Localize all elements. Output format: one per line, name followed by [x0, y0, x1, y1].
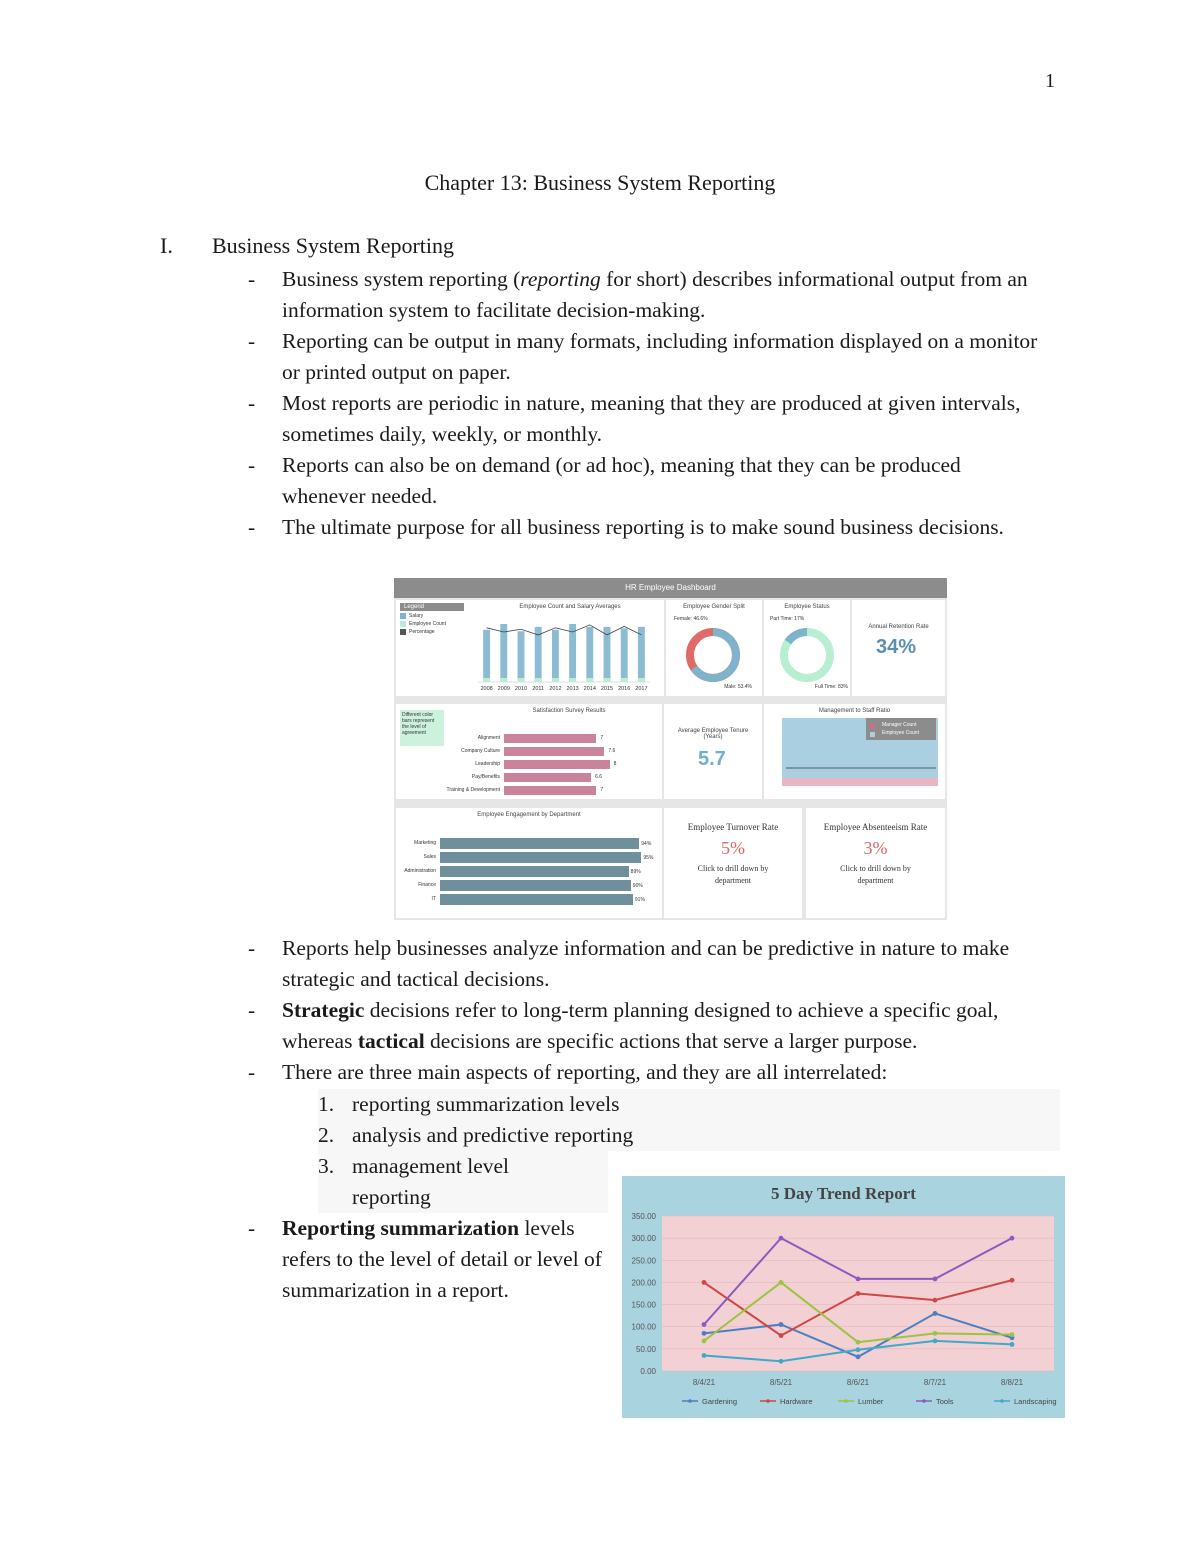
tenure-title: Average Employee Tenure (Years)	[677, 728, 749, 740]
data-point	[933, 1331, 938, 1336]
data-point	[933, 1338, 938, 1343]
bar	[440, 894, 633, 905]
x-tick-label: 8/8/21	[1000, 1378, 1024, 1387]
data-label: 91%	[634, 897, 645, 903]
bar-label: Administration	[404, 868, 436, 874]
data-point	[856, 1291, 861, 1296]
y-tick-label: 100.00	[631, 1322, 656, 1332]
gender-title: Employee Gender Split	[683, 604, 745, 610]
chart-title: 5 Day Trend Report	[771, 1184, 916, 1203]
gender-male: Male: 53.4%	[724, 684, 752, 690]
status-title: Employee Status	[784, 604, 830, 610]
data-point	[702, 1280, 707, 1285]
data-point	[856, 1276, 861, 1281]
gender-donut	[684, 626, 742, 684]
salary-panel	[396, 600, 664, 696]
x-tick-label: 8/7/21	[923, 1378, 947, 1387]
bar	[500, 624, 507, 682]
bar	[483, 630, 490, 682]
status-full: Full Time: 83%	[814, 684, 848, 690]
bar	[552, 678, 559, 682]
turnover-panel[interactable]	[664, 808, 802, 918]
x-tick-label: 8/4/21	[692, 1378, 716, 1387]
data-point	[933, 1311, 938, 1316]
data-point	[1010, 1342, 1015, 1347]
data-point	[1010, 1332, 1015, 1337]
percentage-line	[487, 625, 642, 635]
data-label: 94%	[641, 841, 652, 847]
legend-label: Gardening	[702, 1397, 738, 1406]
legend-label: Lumber	[858, 1397, 884, 1406]
bar	[504, 747, 604, 756]
page-title: Chapter 13: Business System Reporting	[424, 170, 776, 195]
ratio-panel	[764, 704, 945, 799]
bar	[535, 678, 542, 682]
trend-chart	[622, 1176, 1065, 1418]
data-point	[856, 1354, 861, 1359]
absenteeism-panel[interactable]	[806, 808, 945, 918]
ratio-legend-employee: Employee Count	[882, 730, 919, 736]
data-point	[702, 1322, 707, 1327]
section-number: I.	[160, 233, 173, 258]
bar	[440, 866, 629, 877]
data-label: 7	[600, 735, 604, 741]
bar	[586, 678, 593, 682]
bar	[604, 678, 611, 682]
bar-label: Training & Development	[446, 787, 500, 793]
bar-label: Alignment	[477, 735, 500, 741]
data-label: 6.6	[595, 774, 603, 780]
tick-label: 2012	[549, 686, 562, 692]
engagement-title: Employee Engagement by Department	[477, 812, 581, 818]
data-label: 7.6	[608, 748, 616, 754]
legend-marker	[688, 1399, 692, 1403]
bar	[586, 627, 593, 682]
retention-value: 34%	[876, 636, 917, 658]
data-point	[933, 1276, 938, 1281]
engagement-panel	[396, 808, 662, 918]
bar	[638, 678, 645, 682]
page-number: 1	[1045, 70, 1055, 92]
tick-label: 2017	[635, 686, 648, 692]
bar	[504, 760, 610, 769]
bar	[440, 880, 631, 891]
list-item: 3. management level reporting	[318, 1154, 509, 1209]
bar	[500, 678, 507, 682]
data-point	[1010, 1278, 1015, 1283]
data-point	[702, 1338, 707, 1343]
bar	[504, 786, 596, 795]
data-point	[856, 1347, 861, 1352]
tick-label: 2009	[497, 686, 510, 692]
data-point	[933, 1298, 938, 1303]
data-point	[779, 1280, 784, 1285]
bullet-item: - The ultimate purpose for all business reporting is to make sound business decisions.	[244, 512, 1044, 543]
bullet-list-2	[244, 933, 1044, 1088]
retention-title: Annual Retention Rate	[868, 624, 929, 630]
data-label: 90%	[632, 883, 643, 889]
absenteeism-drilldown[interactable]: Click to drill down by department	[840, 864, 911, 885]
y-tick-label: 150.00	[631, 1300, 656, 1310]
bar-label: Finance	[418, 882, 436, 888]
bar	[518, 631, 525, 682]
data-label: 95%	[643, 855, 654, 861]
bar	[638, 627, 645, 682]
status-donut	[778, 626, 836, 684]
salary-chart	[466, 612, 662, 694]
bar-label: Pay/Benefits	[471, 774, 500, 780]
bar	[569, 624, 576, 682]
x-tick-label: 8/6/21	[846, 1378, 870, 1387]
bullet-list-3	[244, 1213, 604, 1306]
legend-item: Salary	[400, 613, 464, 619]
list-item: 2. analysis and predictive reporting	[318, 1123, 634, 1147]
bar-label: Marketing	[414, 840, 436, 846]
bar	[440, 852, 641, 863]
legend-label: Tools	[936, 1397, 954, 1406]
aspects-list	[318, 1089, 633, 1213]
legend-item: Employee Count	[400, 621, 464, 627]
data-label: 8	[613, 761, 617, 767]
status-panel	[764, 600, 850, 696]
x-tick-label: 8/5/21	[769, 1378, 793, 1387]
list-item: 1. reporting summarization levels	[318, 1092, 620, 1116]
bar	[569, 678, 576, 682]
data-point	[856, 1340, 861, 1345]
bullet-item: - Reporting summarization levels refers to the level of detail or level of summarization in a report.	[244, 1213, 604, 1306]
trend-chart-figure	[622, 1176, 1065, 1418]
legend-label: Hardware	[780, 1397, 813, 1406]
ratio-legend-manager: Manager Count	[882, 722, 917, 728]
tick-label: 2010	[514, 686, 528, 692]
y-tick-label: 0.00	[640, 1367, 656, 1376]
bullet-list	[244, 264, 1044, 543]
data-point	[779, 1322, 784, 1327]
salary-chart-title: Employee Count and Salary Averages	[519, 604, 621, 610]
data-label: 89%	[630, 869, 641, 875]
tenure-panel	[664, 704, 762, 799]
bar-label: IT	[431, 896, 436, 902]
bullet-item: - There are three main aspects of reporting, and they are all interrelated:	[244, 1057, 1044, 1088]
bullet-item: - Most reports are periodic in nature, meaning that they are produced at given intervals, sometimes daily, weekly, or monthly.	[244, 388, 1044, 450]
tick-label: 2015	[600, 686, 614, 692]
status-part: Part Time: 17%	[770, 616, 805, 622]
legend-marker	[1000, 1399, 1004, 1403]
hr-dashboard-figure	[394, 578, 947, 920]
bullet-item: - Strategic decisions refer to long-term planning designed to achieve a specific goal, whereas tactical decisions are specific actions that serve a larger purpose.	[244, 995, 1044, 1057]
retention-panel	[852, 600, 945, 696]
data-point	[779, 1236, 784, 1241]
gender-female: Female: 46.6%	[674, 616, 708, 622]
legend-title: Legend	[400, 603, 464, 611]
bar-label: Sales	[423, 854, 436, 860]
tick-label: 2008	[480, 686, 493, 692]
absenteeism-title: Employee Absenteeism Rate	[823, 822, 928, 832]
bullet-item: - Reporting can be output in many formats, including information displayed on a monitor or printed output on paper.	[244, 326, 1044, 388]
bar	[504, 734, 596, 743]
bar	[621, 678, 628, 682]
turnover-drilldown[interactable]: Click to drill down by department	[697, 864, 769, 885]
tick-label: 2016	[618, 686, 631, 692]
y-tick-label: 300.00	[631, 1234, 656, 1244]
y-tick-label: 350.00	[631, 1212, 656, 1221]
turnover-value: 5%	[721, 838, 745, 858]
gender-panel	[666, 600, 762, 696]
y-tick-label: 50.00	[635, 1344, 656, 1354]
data-point	[702, 1353, 707, 1358]
survey-note: Different color bars represent the level of agreement	[400, 710, 444, 746]
data-point	[1010, 1236, 1015, 1241]
bullet-item: - Business system reporting (reporting for short) describes informational output from an information system to facilitate decision-making.	[244, 264, 1044, 326]
ratio-chart	[768, 716, 940, 796]
bar-label: Company Culture	[461, 748, 500, 754]
data-point	[779, 1359, 784, 1364]
data-point	[702, 1331, 707, 1336]
y-tick-label: 250.00	[631, 1256, 656, 1266]
absenteeism-value: 3%	[863, 838, 888, 858]
section-title: Business System Reporting	[212, 233, 455, 258]
bar-label: Leadership	[475, 761, 500, 767]
y-tick-label: 200.00	[631, 1278, 656, 1288]
ratio-title: Management to Staff Ratio	[818, 708, 891, 714]
tenure-value: 5.7	[698, 748, 726, 770]
dashboard-title: HR Employee Dashboard	[394, 578, 947, 598]
data-label: 7	[600, 787, 604, 793]
tick-label: 2013	[566, 686, 579, 692]
bar	[440, 838, 639, 849]
bar	[483, 678, 490, 682]
data-point	[779, 1333, 784, 1338]
bar	[504, 773, 591, 782]
turnover-title: Employee Turnover Rate	[687, 822, 779, 832]
survey-title: Satisfaction Survey Results	[532, 708, 606, 714]
legend-marker	[922, 1399, 926, 1403]
survey-panel	[396, 704, 662, 799]
tick-label: 2011	[532, 686, 545, 692]
tick-label: 2014	[583, 686, 596, 692]
legend-item: Percentage	[400, 629, 464, 635]
legend-label: Landscaping	[1014, 1397, 1057, 1406]
bullet-item: - Reports help businesses analyze information and can be predictive in nature to make strategic and tactical decisions.	[244, 933, 1044, 995]
bullet-item: - Reports can also be on demand (or ad hoc), meaning that they can be produced whenever needed.	[244, 450, 1044, 512]
bar	[518, 678, 525, 682]
bar	[621, 628, 628, 682]
legend-marker	[766, 1399, 770, 1403]
bar	[552, 630, 559, 682]
legend-marker	[844, 1399, 848, 1403]
